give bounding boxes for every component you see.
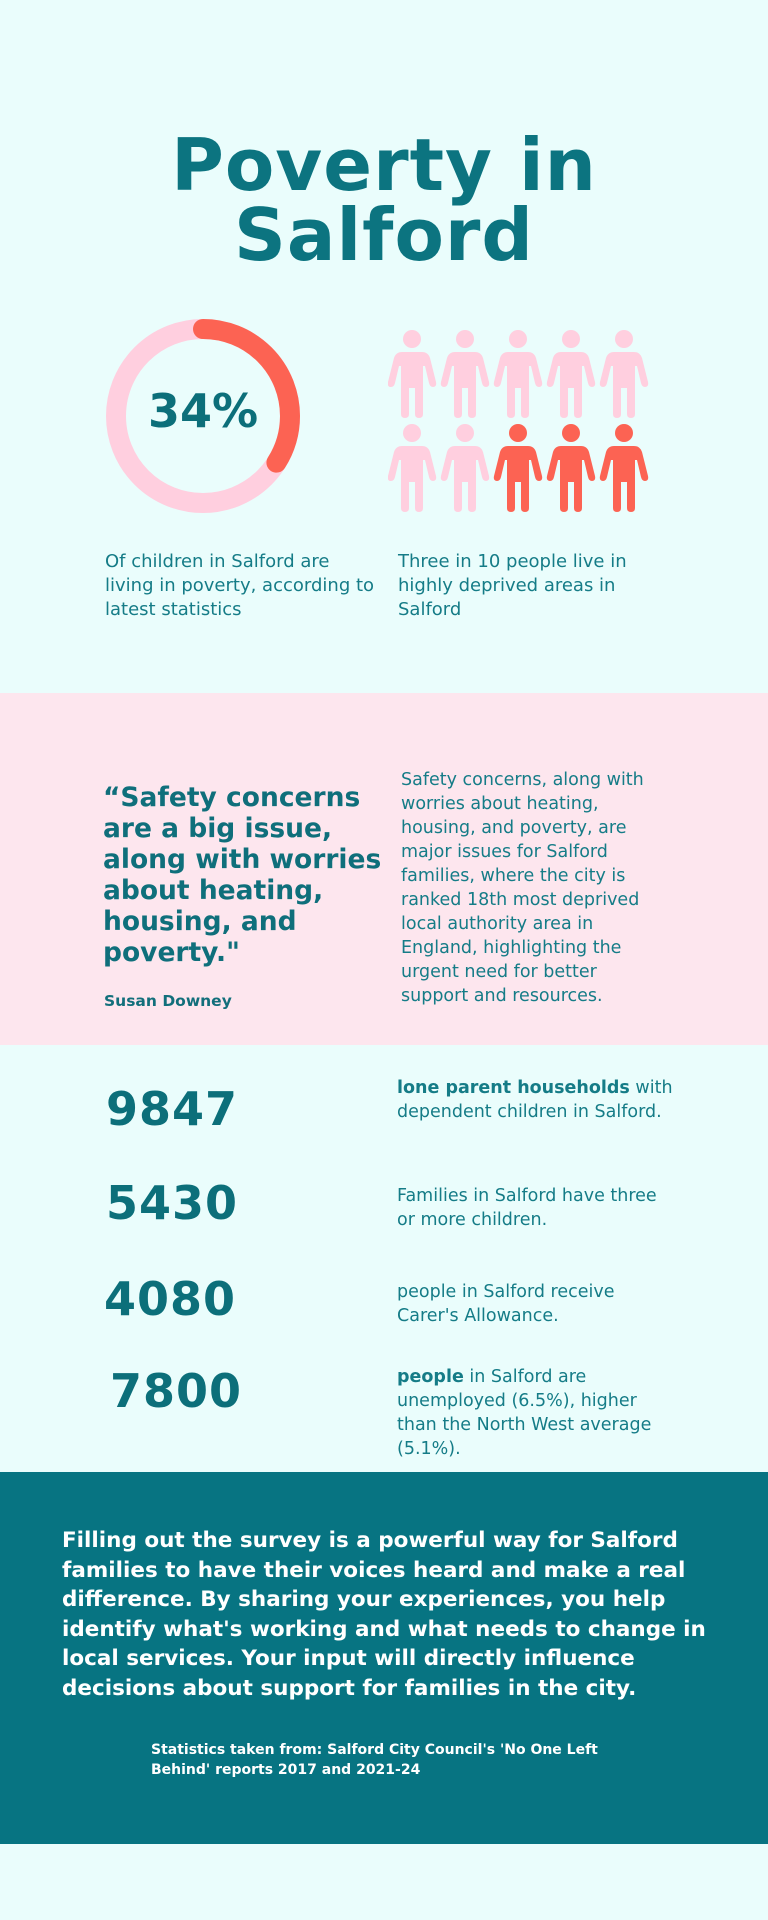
stat-detail: in Salford are unemployed (6.5%), higher than the North West average (5.1%). bbox=[397, 1367, 652, 1459]
child-poverty-caption: Of children in Salford are living in poverty, according to latest statistics bbox=[105, 551, 375, 620]
title-line-1: Poverty in bbox=[171, 123, 597, 207]
person-icon bbox=[600, 330, 648, 418]
person-icon bbox=[547, 424, 595, 512]
stat-bold: people bbox=[397, 1367, 464, 1387]
people-pictogram bbox=[388, 330, 652, 518]
statistics-source: Statistics taken from: Salford City Council's 'No One Left Behind' reports 2017 and 2021-24 bbox=[151, 1742, 598, 1778]
title-line-2: Salford bbox=[234, 193, 534, 277]
person-icon bbox=[388, 424, 436, 512]
stat-text-large-families bbox=[397, 1184, 677, 1232]
survey-call-to-action: Filling out the survey is a powerful way for Salford families to have their voices heard and make a real difference. By sharing your experiences, you help identify what's working and what needs to change in local services. Your input will directly influence decisions about support for families in the city. bbox=[62, 1528, 706, 1701]
page-title bbox=[0, 123, 768, 277]
person-icon bbox=[494, 424, 542, 512]
person-icon bbox=[600, 424, 648, 512]
child-poverty-percent: 34% bbox=[147, 384, 259, 438]
stat-text-unemployed bbox=[397, 1365, 677, 1461]
stat-detail: people in Salford receive Carer's Allowance. bbox=[397, 1282, 615, 1326]
stat-detail: Families in Salford have three or more children. bbox=[397, 1186, 657, 1230]
stat-bold: lone parent households bbox=[397, 1078, 630, 1098]
person-icon bbox=[494, 330, 542, 418]
quote-author: Susan Downey bbox=[104, 992, 232, 1010]
stat-text-lone-parents bbox=[397, 1076, 677, 1124]
deprived-areas-caption: Three in 10 people live in highly deprived areas in Salford bbox=[398, 551, 627, 620]
stat-detail: with dependent children in Salford. bbox=[397, 1078, 673, 1122]
stat-number-large-families: 5430 bbox=[106, 1176, 239, 1230]
quote-body-text: Safety concerns, along with worries about heating, housing, and poverty, are major issues for Salford families, where the city is ranked 18th most deprived local authority area in England, highlighting the urgent need for better support and resources. bbox=[401, 770, 644, 1006]
person-icon bbox=[441, 330, 489, 418]
stat-number-lone-parents: 9847 bbox=[106, 1082, 239, 1136]
pull-quote: “Safety concerns are a big issue, along with worries about heating, housing, and poverty." bbox=[103, 782, 382, 968]
stat-number-unemployed: 7800 bbox=[110, 1364, 243, 1418]
person-icon bbox=[388, 330, 436, 418]
stat-text-carers bbox=[397, 1280, 677, 1328]
stat-number-carers: 4080 bbox=[104, 1272, 237, 1326]
person-icon bbox=[441, 424, 489, 512]
person-icon bbox=[547, 330, 595, 418]
